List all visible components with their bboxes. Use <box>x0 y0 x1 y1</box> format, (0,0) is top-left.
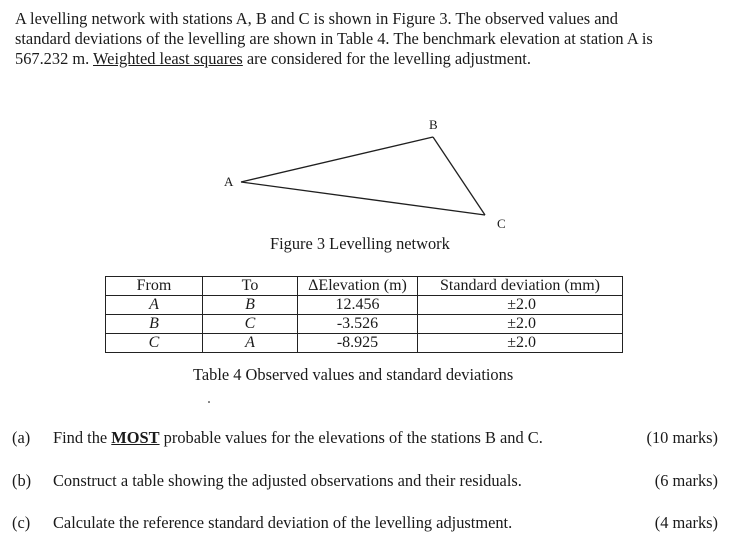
emphasis-most: MOST <box>111 428 160 447</box>
weighted-least-squares-text: Weighted least squares <box>93 49 243 68</box>
problem-statement <box>15 9 727 69</box>
network-line-ab <box>241 137 433 182</box>
question-text-pre: Find the <box>53 428 112 447</box>
station-label-a: A <box>224 174 234 189</box>
speck-mark <box>208 401 210 403</box>
question-label: (b) <box>12 471 32 490</box>
intro-line-2: standard deviations of the levelling are shown in Table 4. The benchmark elevation at station A is <box>15 29 653 48</box>
question-text: Calculate the reference standard deviation of the levelling adjustment. <box>53 513 513 532</box>
cell-elevation: -8.925 <box>298 334 418 353</box>
adjustment-text: are considered for the levelling adjustment. <box>242 49 531 68</box>
intro-line-3 <box>15 49 727 69</box>
cell-from: B <box>106 315 203 334</box>
cell-to: A <box>203 334 298 353</box>
question-marks: (4 marks) <box>654 513 718 532</box>
network-line-ca <box>241 182 485 215</box>
observations-table <box>105 276 623 353</box>
question-label: (a) <box>12 428 31 447</box>
question-label: (c) <box>12 513 31 532</box>
header-standard-deviation: Standard deviation (mm) <box>418 277 623 296</box>
station-label-b: B <box>429 117 438 132</box>
question-marks: (10 marks) <box>646 428 718 447</box>
table-row <box>106 334 623 353</box>
network-line-bc <box>433 137 485 215</box>
cell-from: A <box>106 296 203 315</box>
cell-elevation: -3.526 <box>298 315 418 334</box>
question-text: Construct a table showing the adjusted observations and their residuals. <box>53 471 522 490</box>
question-c <box>12 513 718 535</box>
question-marks: (6 marks) <box>654 471 718 490</box>
cell-to: B <box>203 296 298 315</box>
cell-std-dev: ±2.0 <box>418 315 623 334</box>
cell-to: C <box>203 315 298 334</box>
cell-std-dev: ±2.0 <box>418 334 623 353</box>
header-delta-elevation: ΔElevation (m) <box>298 277 418 296</box>
table-row <box>106 315 623 334</box>
benchmark-text: 567.232 m. <box>15 49 94 68</box>
question-text <box>53 428 543 448</box>
cell-from: C <box>106 334 203 353</box>
question-text-post: probable values for the elevations of the stations B and C. <box>159 428 543 447</box>
table-row <box>106 296 623 315</box>
cell-std-dev: ±2.0 <box>418 296 623 315</box>
cell-elevation: 12.456 <box>298 296 418 315</box>
question-b <box>12 471 718 493</box>
table-caption: Table 4 Observed values and standard deviations <box>193 365 514 384</box>
intro-line-1: A levelling network with stations A, B and C is shown in Figure 3. The observed values and <box>15 9 618 28</box>
figure-caption: Figure 3 Levelling network <box>270 234 450 253</box>
table-header-row <box>106 277 623 296</box>
header-to: To <box>203 277 298 296</box>
header-from: From <box>106 277 203 296</box>
station-label-c: C <box>497 216 506 231</box>
question-a <box>12 428 718 450</box>
